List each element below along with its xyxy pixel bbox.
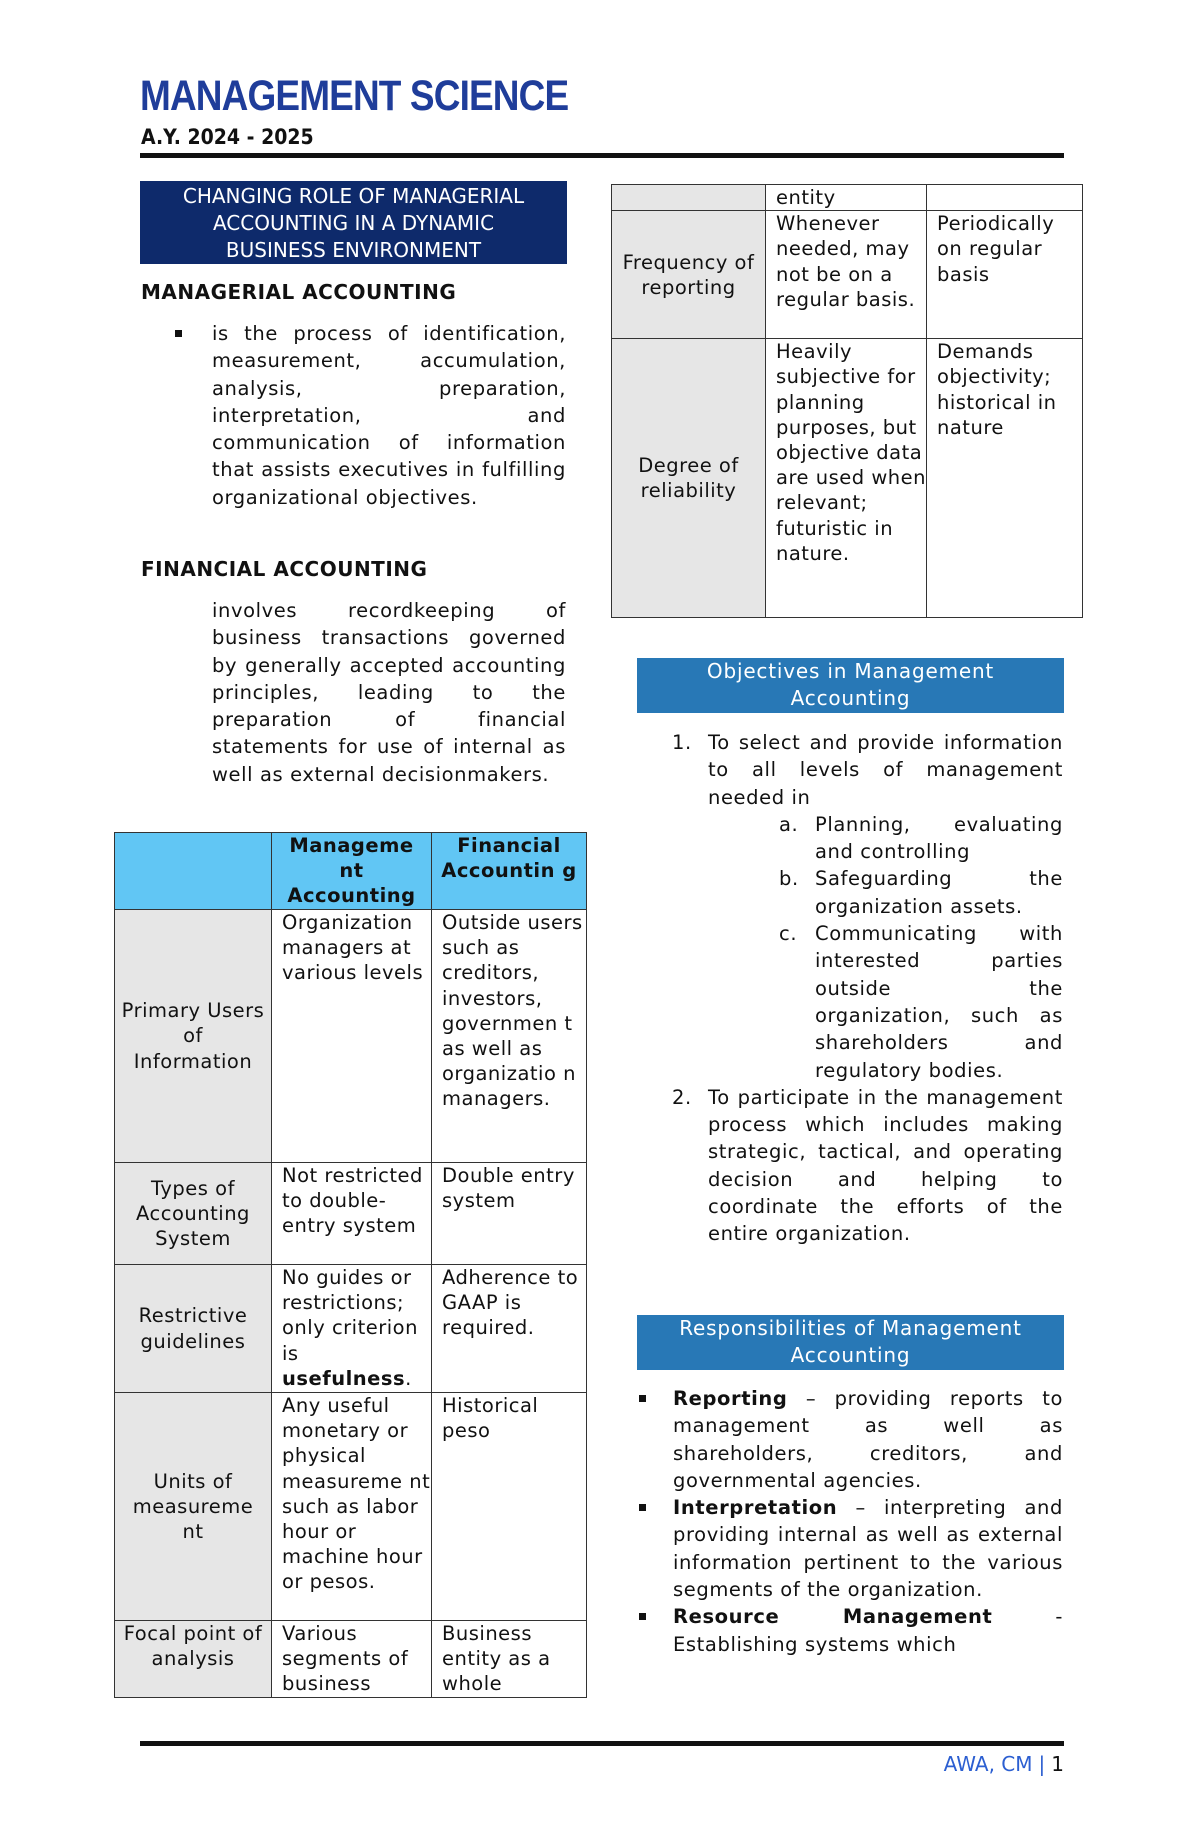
table-row	[115, 1265, 587, 1393]
footer-separator: |	[1038, 1752, 1046, 1776]
managerial-accounting-heading: MANAGERIAL ACCOUNTING	[141, 280, 457, 304]
row-label: Types of Accounting System	[115, 1163, 272, 1265]
list-marker: 2.	[672, 1085, 692, 1109]
management-cell: Various segments of business	[272, 1621, 432, 1698]
objectives-list	[672, 729, 1063, 1248]
comparison-table-continued	[611, 184, 1083, 618]
financial-cell	[927, 185, 1083, 211]
financial-cell: Demands objectivity; historical in nature	[927, 339, 1083, 618]
list-item	[673, 1385, 1063, 1494]
banner-line: Responsibilities of Management	[679, 1316, 1022, 1340]
financial-cell: Business entity as a whole	[432, 1621, 587, 1698]
list-item	[673, 1603, 1063, 1658]
list-item-text: To participate in the management process which includes making strategic, tactical, and operating decision and helping to coordinate the efforts of the entire organization.	[708, 1085, 1063, 1246]
managerial-accounting-definition: is the process of identification, measurement, accumulation, analysis, preparation, interpretation, and communication of information that assists executives in fulfilling organizational objectives.	[212, 322, 566, 509]
management-cell: Any useful monetary or physical measureme nt such as labor hour or machine hour or pesos.	[272, 1393, 432, 1621]
banner-line: Accounting	[790, 1343, 911, 1367]
cell-text: .	[405, 1366, 412, 1390]
management-cell	[272, 1265, 432, 1393]
financial-accounting-heading: FINANCIAL ACCOUNTING	[141, 557, 428, 581]
list-item-text: To select and provide information to all levels of management needed in	[708, 731, 1063, 809]
list-marker: c.	[779, 922, 798, 946]
management-cell: Heavily subjective for planning purposes, but objective data are used when relevant; futuristic in nature.	[766, 339, 927, 618]
management-cell: Organization managers at various levels	[272, 910, 432, 1163]
sub-list	[779, 811, 1063, 1084]
page-title: MANAGEMENT SCIENCE	[140, 72, 569, 120]
footer-rule	[140, 1741, 1064, 1746]
header-rule	[140, 153, 1064, 158]
list-item-text: Planning, evaluating and controlling	[815, 812, 1063, 864]
sub-list-item	[779, 865, 1063, 920]
table-row	[612, 339, 1083, 618]
management-cell: Not restricted to double-entry system	[272, 1163, 432, 1265]
banner-line: BUSINESS ENVIRONMENT	[225, 238, 482, 262]
responsibility-term: Interpretation	[673, 1496, 838, 1520]
table-row	[115, 1163, 587, 1265]
management-cell: Whenever needed, may not be on a regular basis.	[766, 211, 927, 339]
row-label: Focal point of analysis	[115, 1621, 272, 1698]
row-label: Units of measureme nt	[115, 1393, 272, 1621]
emphasis-text: usefulness	[282, 1366, 406, 1390]
row-label: Frequency of reporting	[612, 211, 766, 339]
list-marker: b.	[779, 867, 799, 891]
financial-cell: Double entry system	[432, 1163, 587, 1265]
table-header-row	[115, 833, 587, 910]
page-footer	[944, 1752, 1064, 1776]
table-row	[115, 910, 587, 1163]
row-label: Restrictive guidelines	[115, 1265, 272, 1393]
table-row	[115, 1393, 587, 1621]
footer-author: AWA, CM	[943, 1752, 1033, 1776]
financial-accounting-definition: involves recordkeeping of business transactions governed by generally accepted accounting principles, leading to the preparation of financial statements for use of internal as well as external decisionmakers.	[212, 599, 566, 786]
table-row	[612, 185, 1083, 211]
academic-year: A.Y. 2024 - 2025	[141, 125, 314, 149]
banner-line: CHANGING ROLE OF MANAGERIAL	[182, 184, 525, 208]
financial-cell: Periodically on regular basis	[927, 211, 1083, 339]
responsibility-text: – providing reports to management as well as shareholders, creditors, and governmental agencies.	[673, 1387, 1063, 1492]
responsibility-term: Reporting	[673, 1387, 788, 1410]
bullet-marker	[175, 330, 182, 337]
financial-cell: Historical peso	[432, 1393, 587, 1621]
list-item	[672, 729, 1063, 811]
cell-text: No guides or restrictions; only criterion is	[282, 1266, 418, 1365]
management-cell: entity	[766, 185, 927, 211]
list-marker: 1.	[672, 731, 692, 754]
bullet-marker	[639, 1395, 646, 1402]
financial-cell: Outside users such as creditors, investors, governmen t as well as organizatio n managers.	[432, 910, 587, 1163]
comparison-table	[114, 832, 587, 1698]
row-label: Primary Users of Information	[115, 910, 272, 1163]
list-item	[672, 1084, 1063, 1248]
table-header-cell: Financial Accountin g	[432, 833, 587, 910]
table-header-cell: Manageme nt Accounting	[272, 833, 432, 910]
page-number: 1	[1051, 1752, 1064, 1776]
list-marker: a.	[779, 812, 799, 836]
banner-line: Objectives in Management	[706, 659, 995, 683]
table-row	[115, 1621, 587, 1698]
banner-line: Accounting	[790, 686, 911, 710]
responsibility-text: - Establishing systems which	[673, 1605, 1063, 1656]
table-header-cell	[115, 833, 272, 910]
sub-list-item	[779, 811, 1063, 866]
bullet-marker	[639, 1504, 646, 1511]
responsibilities-list	[673, 1385, 1063, 1658]
table-row	[612, 211, 1083, 339]
banner-line: ACCOUNTING IN A DYNAMIC	[212, 211, 495, 235]
list-item-text: Safeguarding the organization assets.	[815, 867, 1063, 918]
list-item-text: Communicating with interested parties outside the organization, such as shareholders and regulatory bodies.	[815, 922, 1063, 1082]
responsibility-text: – interpreting and providing internal as well as external information pertinent to the various segments of the organization.	[673, 1496, 1063, 1602]
list-item	[673, 1494, 1063, 1603]
row-label: Degree of reliability	[612, 339, 766, 618]
responsibility-term: Resource Management	[673, 1605, 993, 1629]
objectives-banner	[637, 658, 1064, 713]
bullet-marker	[639, 1613, 646, 1620]
sub-list-item	[779, 920, 1063, 1084]
responsibilities-banner	[637, 1315, 1064, 1370]
section-banner-changing-role	[140, 181, 567, 264]
financial-cell: Adherence to GAAP is required.	[432, 1265, 587, 1393]
row-label	[612, 185, 766, 211]
